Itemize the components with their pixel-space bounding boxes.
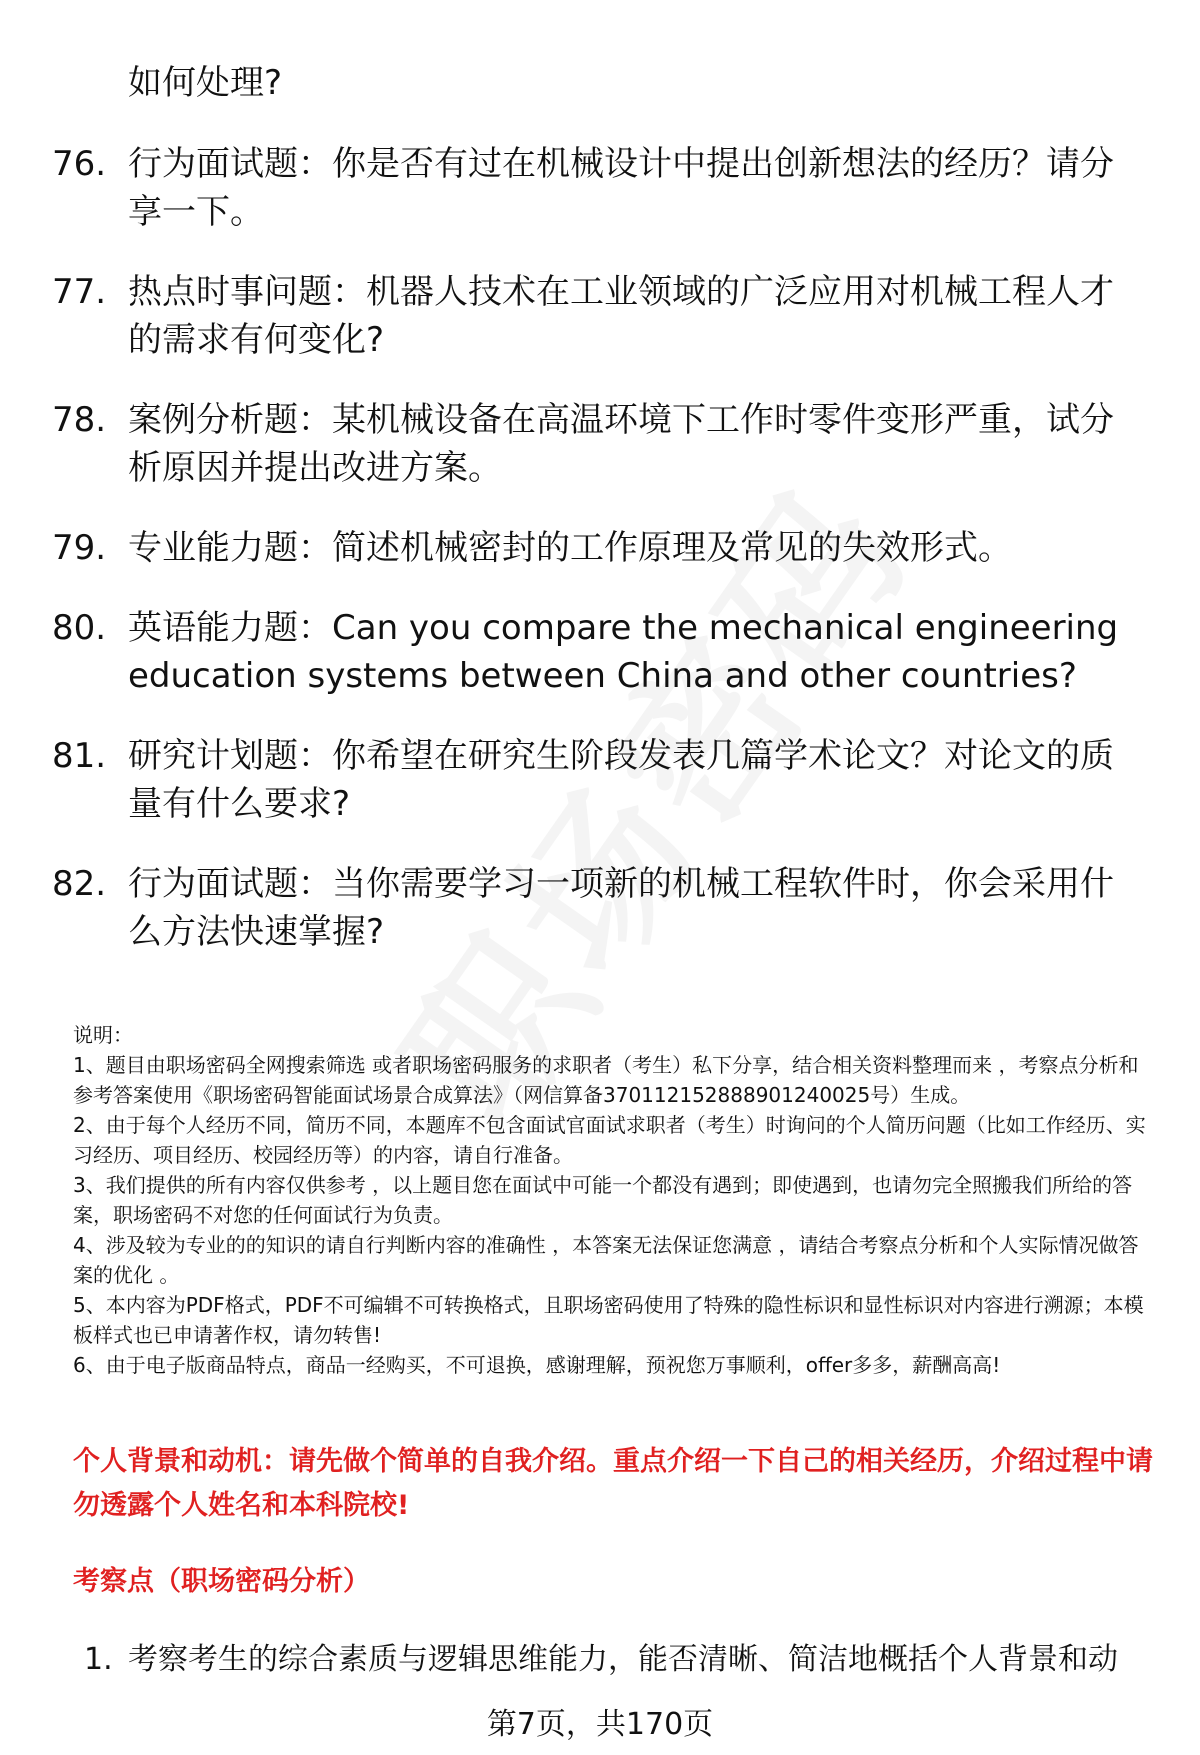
question-text: 英语能力题：Can you compare the mechanical engineering education systems between China and other countries? [128, 608, 1119, 696]
question-number: 79. [52, 528, 107, 568]
note-item: 3、我们提供的所有内容仅供参考 ，以上题目您在面试中可能一个都没有遇到；即使遇到，也请勿完全照搬我们所给的答案，职场密码不对您的任何面试行为负责。 [73, 1173, 1133, 1227]
analysis-item [84, 1638, 1118, 1682]
analysis-heading: 考察点（职场密码分析） [73, 1566, 370, 1597]
question-number: 81. [52, 736, 107, 776]
question-item [52, 604, 1152, 700]
question-item [52, 524, 1152, 572]
question-item [52, 732, 1152, 828]
question-number: 82. [52, 864, 107, 904]
continued-question-fragment: 如何处理? [128, 63, 283, 103]
question-number: 77. [52, 272, 107, 312]
question-number: 78. [52, 400, 107, 440]
notes-title: 说明： [73, 1023, 133, 1047]
question-item [52, 140, 1152, 236]
analysis-number: 1. [84, 1642, 113, 1677]
question-list [52, 140, 1152, 988]
highlight-question: 个人背景和动机：请先做个简单的自我介绍。重点介绍一下自己的相关经历，介绍过程中请勿透露个人姓名和本科院校! [73, 1446, 1153, 1521]
note-item: 2、由于每个人经历不同，简历不同，本题库不包含面试官面试求职者（考生）时询问的个人简历问题（比如工作经历、实习经历、项目经历、校园经历等）的内容，请自行准备。 [73, 1113, 1146, 1167]
page-footer: 第7页，共170页 [486, 1707, 714, 1742]
question-item [52, 268, 1152, 364]
question-text: 研究计划题：你希望在研究生阶段发表几篇学术论文？对论文的质量有什么要求? [128, 736, 1114, 824]
note-item: 6、由于电子版商品特点，商品一经购买，不可退换，感谢理解，预祝您万事顺利，offer多多，薪酬高高! [73, 1353, 1001, 1377]
note-item: 1、题目由职场密码全网搜索筛选 或者职场密码服务的求职者（考生）私下分享，结合相关资料整理而来 ，考察点分析和参考答案使用《职场密码智能面试场景合成算法》（网信算备370112152888901240025号）生成。 [73, 1053, 1139, 1107]
analysis-text: 考察考生的综合素质与逻辑思维能力，能否清晰、简洁地概括个人背景和动 [128, 1642, 1118, 1677]
question-number: 76. [52, 144, 107, 184]
question-text: 热点时事问题：机器人技术在工业领域的广泛应用对机械工程人才的需求有何变化? [128, 272, 1114, 360]
question-text: 行为面试题：当你需要学习一项新的机械工程软件时，你会采用什么方法快速掌握? [128, 864, 1114, 952]
note-item: 4、涉及较为专业的的知识的请自行判断内容的准确性 ，本答案无法保证您满意 ，请结合考察点分析和个人实际情况做答案的优化 。 [73, 1233, 1139, 1287]
notes-section [73, 1020, 1158, 1380]
question-text: 案例分析题：某机械设备在高温环境下工作时零件变形严重，试分析原因并提出改进方案。 [128, 400, 1114, 488]
question-text: 行为面试题：你是否有过在机械设计中提出创新想法的经历？请分享一下。 [128, 144, 1114, 232]
note-item: 5、本内容为PDF格式，PDF不可编辑不可转换格式，且职场密码使用了特殊的隐性标识和显性标识对内容进行溯源；本模板样式也已申请著作权，请勿转售! [73, 1293, 1144, 1347]
question-item [52, 396, 1152, 492]
question-text: 专业能力题：简述机械密封的工作原理及常见的失效形式。 [128, 528, 1012, 568]
question-item [52, 860, 1152, 956]
question-number: 80. [52, 608, 107, 648]
